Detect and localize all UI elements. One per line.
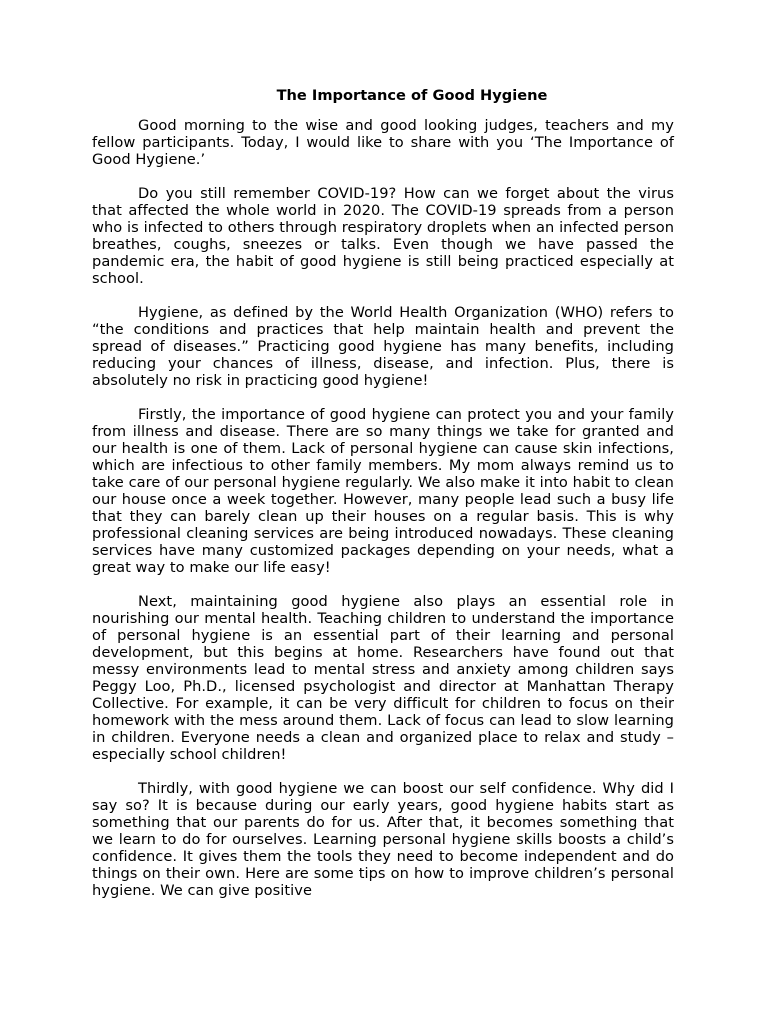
paragraph-next: Next, maintaining good hygiene also plays an essential role in nourishing our mental health. Teaching children to understand the importance of personal hygiene is an essential part of their learning and personal development, but this begins at home. Researchers have found out that messy environments lead to mental stress and anxiety among children says Peggy Loo, Ph.D., licensed psychologist and director at Manhattan Therapy Collective. For example, it can be very difficult for children to focus on their homework with the mess around them. Lack of focus can lead to slow learning in children. Everyone needs a clean and organized place to relax and study – especially school children! — [92, 593, 674, 763]
document-title: The Importance of Good Hygiene — [276, 87, 548, 104]
document-body — [92, 86, 674, 916]
paragraph-thirdly: Thirdly, with good hygiene we can boost our self confidence. Why did I say so? It is because during our early years, good hygiene habits start as something that our parents do for us. After that, it becomes something that we learn to do for ourselves. Learning personal hygiene skills boosts a child’s confidence. It gives them the tools they need to become independent and do things on their own. Here are some tips on how to improve children’s personal hygiene. We can give positive — [92, 780, 674, 899]
paragraph-intro: Good morning to the wise and good looking judges, teachers and my fellow participants. Today, I would like to share with you ‘The Importance of Good Hygiene.’ — [92, 117, 674, 168]
paragraph-firstly: Firstly, the importance of good hygiene can protect you and your family from illness and disease. There are so many things we take for granted and our health is one of them. Lack of personal hygiene can cause skin infections, which are infectious to other family members. My mom always remind us to take care of our personal hygiene regularly. We also make it into habit to clean our house once a week together. However, many people lead such a busy life that they can barely clean up their houses on a regular basis. This is why professional cleaning services are being introduced nowadays. These cleaning services have many customized packages depending on your needs, what a great way to make our life easy! — [92, 406, 674, 576]
paragraph-definition: Hygiene, as defined by the World Health Organization (WHO) refers to “the conditions and practices that help maintain health and prevent the spread of diseases.” Practicing good hygiene has many benefits, including reducing your chances of illness, disease, and infection. Plus, there is absolutely no risk in practicing good hygiene! — [92, 304, 674, 389]
paragraph-covid: Do you still remember COVID-19? How can we forget about the virus that affected the whole world in 2020. The COVID-19 spreads from a person who is infected to others through respiratory droplets when an infected person breathes, coughs, sneezes or talks. Even though we have passed the pandemic era, the habit of good hygiene is still being practiced especially at school. — [92, 185, 674, 287]
